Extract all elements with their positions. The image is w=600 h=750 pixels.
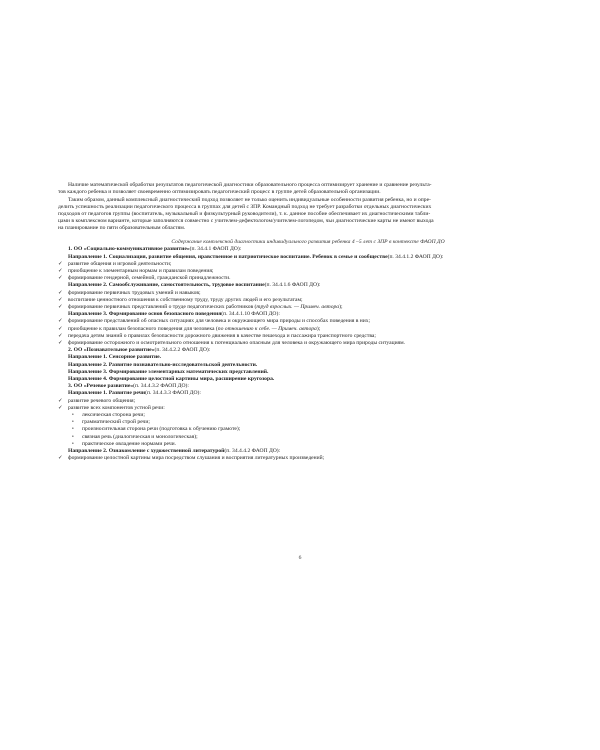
direction-heading-ref: (п. 34.4.3.3 ФАОП ДО): (145, 390, 201, 397)
checkmark-icon: ✓ (58, 303, 63, 310)
checklist-item-text: формирование осторожного и осмотрительного отношения к потенциально опасным для человека и окружающего мира природы ситуациям. (68, 339, 406, 346)
checklist (58, 455, 558, 462)
checklist-item-text: формирование целостной картины мира посредством слушания и восприятия литературных произведений; (68, 455, 325, 462)
text-line: тов каждого ребенка и позволяет своевременно оптимизировать педагогический процесс в группе детей образовательной организации. (58, 189, 381, 196)
section-heading-text: 1. ОО «Социально-коммуникативное развитие» (68, 246, 190, 253)
section-heading-text: 3. ОО «Речевое развитие» (68, 383, 134, 390)
bullet-icon: • (72, 441, 74, 447)
checklist-item-text: формирование первичных трудовых умений и навыков; (68, 289, 201, 296)
bullet-item (68, 426, 558, 433)
bullet-item-text: грамматический строй речи; (82, 419, 150, 426)
direction-heading-ref: (п. 34.4.1.6 ФАОП ДО): (264, 282, 321, 289)
checklist-item-text: передача детям знаний о правилах безопасности дорожного движения в качестве пешехода и пассажира транспортного средства; (68, 332, 376, 339)
direction-heading: Направление 4. Формирование целостной картины мира, расширение кругозора. (68, 375, 275, 382)
checklist-item (58, 332, 558, 340)
bullet-item-text: связная речь (диалогическая и монологическая); (82, 433, 198, 440)
checklist-item (58, 289, 558, 297)
bullet-icon: • (72, 427, 74, 433)
checklist-item-text: воспитание ценностного отношения к собственному труду, труду других людей и его результатам; (68, 296, 303, 303)
section-heading-ref: (п. 34.4.3.2 ФАОП ДО): (133, 383, 189, 390)
author-note: по отношению к себе. — Примеч. автора (217, 325, 317, 332)
intro-paragraph-1 (58, 182, 558, 196)
direction-heading-text: Направление 1. Развитие речи (68, 390, 146, 397)
direction-heading (58, 254, 558, 261)
text-part: ); (316, 325, 321, 332)
checkmark-icon: ✓ (58, 332, 63, 339)
bullet-icon: • (72, 412, 74, 418)
checklist-item (58, 318, 558, 325)
checklist-item (58, 325, 558, 333)
checkmark-icon: ✓ (58, 325, 63, 332)
checklist-item-text: формирование представлений об опасных ситуациях для человека и окружающего мира природы и способах поведения в них; (68, 318, 371, 325)
bullet-icon: • (72, 434, 74, 440)
text-part: ); (339, 303, 343, 310)
checklist (58, 397, 558, 448)
text-line: делить успешность реализации педагогического процесса в группах для детей с ЗПР. Командный подход не требует разработки отдельных диагностических (58, 203, 432, 210)
checklist-item-text: развитие общения и игровой деятельности; (68, 260, 172, 267)
checklist (58, 289, 558, 312)
checklist (58, 260, 558, 283)
bullet-icon: • (72, 420, 74, 426)
section-title: Содержание комплексной диагностики индивидуального развития ребенка 4 –5 лет с ЗПР в контексте ФАОП ДО (171, 238, 445, 245)
checkmark-icon: ✓ (58, 260, 63, 267)
page-number: 6 (298, 555, 302, 561)
checklist-item (58, 404, 558, 412)
direction-heading-text: Направление 2. Ознакомление с художественной литературой (68, 448, 225, 454)
checkmark-icon: ✓ (58, 296, 63, 303)
checklist (58, 318, 558, 347)
checklist-item-text: приобщение к элементарным нормам и правилам поведения; (68, 267, 214, 274)
checklist-item-text (68, 326, 320, 333)
direction-heading: Направление 2. Развитие познавательно-исследовательской деятельности. (68, 361, 258, 368)
section-heading-ref: (п. 34.4.1 ФАОП ДО): (189, 246, 242, 253)
text-line: Таким образом, данный комплексный диагностический подход позволяет не только оценить индивидуальные особенности развития ребенка, но и опре- (68, 196, 431, 203)
checkmark-icon: ✓ (58, 339, 63, 346)
direction-heading: Направление 1. Сенсорное развитие. (68, 354, 162, 361)
direction-heading-ref: (п. 34.4.1.10 ФАОП ДО): (221, 311, 280, 318)
checklist-item (58, 455, 558, 462)
text-line: цами в комплексном варианте, которые заполняются совместно с учителем-дефектологом/учителем-логопедом, чьи диагностические карты не имеют выхода (58, 218, 434, 225)
bullet-item-text: лексическая сторона речи; (82, 411, 145, 418)
checklist-item-text: развитие всех компонентов устной речи: (68, 404, 165, 411)
checkmark-icon: ✓ (58, 267, 63, 274)
checklist-item (58, 339, 558, 347)
text-part: формирование первичных представлений о труде педагогических работников ( (68, 303, 257, 310)
text-line: на планирование по пяти образовательным областям. (58, 225, 186, 232)
checkmark-icon: ✓ (58, 318, 63, 325)
checklist-item (58, 296, 558, 304)
checkmark-icon: ✓ (58, 404, 63, 411)
page-content (58, 182, 558, 462)
checkmark-icon: ✓ (58, 289, 63, 296)
checklist-item-text: развитие речевого общения; (68, 397, 136, 404)
section-heading-text: 2. ОО «Познавательное развитие» (68, 347, 155, 354)
section-heading-ref: (п. 34.4.2.2 ФАОП ДО): (154, 347, 211, 354)
direction-heading-text: Направление 3. Формирование основ безопасного поведения (68, 311, 222, 318)
section-heading (58, 383, 558, 390)
direction-heading (58, 282, 558, 289)
bullet-item-text: практическое овладение нормами речи. (82, 440, 177, 447)
direction-heading: Направление 3. Формирование элементарных математических представлений. (68, 368, 269, 375)
text-part: приобщение к правилам безопасного поведения для человека ( (68, 325, 218, 332)
direction-heading-text: Направление 1. Социализация, развитие общения, нравственное и патриотическое воспитание. Ребенок в семье и сообществе (68, 253, 388, 260)
author-note: труд взрослых. — Примеч. автора (256, 303, 340, 310)
checkmark-icon: ✓ (58, 397, 63, 404)
direction-heading-ref: (п. 34.4.1.2 ФАОП ДО): (387, 253, 444, 260)
direction-heading-text: Направление 2. Самообслуживание, самостоятельность, трудовое воспитание (68, 282, 265, 289)
text-line: подходов от педагогов группы (воспитатель, музыкальный и физкультурный руководители), т. к. данное пособие обеспечивает их диагностическими табли- (58, 211, 431, 217)
checklist-item (58, 260, 558, 268)
section-heading (58, 347, 558, 354)
direction-heading-ref: (п. 34.4.4.2 ФАОП ДО): (224, 448, 281, 454)
checklist-item (58, 397, 558, 405)
checklist-item-text: формирование гендерной, семейной, гражданской принадлежности. (68, 275, 231, 282)
intro-paragraph-2 (58, 197, 558, 233)
text-line: Наличие математической обработки результатов педагогической диагностики образовательного процесса оптимизирует хранение и сравнение результа- (68, 182, 432, 188)
direction-heading (58, 390, 558, 397)
checkmark-icon: ✓ (58, 275, 63, 282)
bullet-item (68, 434, 558, 441)
bullet-item-text: произносительная сторона речи (подготовка к обучению грамоте); (82, 426, 241, 433)
checkmark-icon: ✓ (58, 455, 63, 462)
section-heading (58, 246, 558, 253)
bullet-item (68, 441, 558, 448)
